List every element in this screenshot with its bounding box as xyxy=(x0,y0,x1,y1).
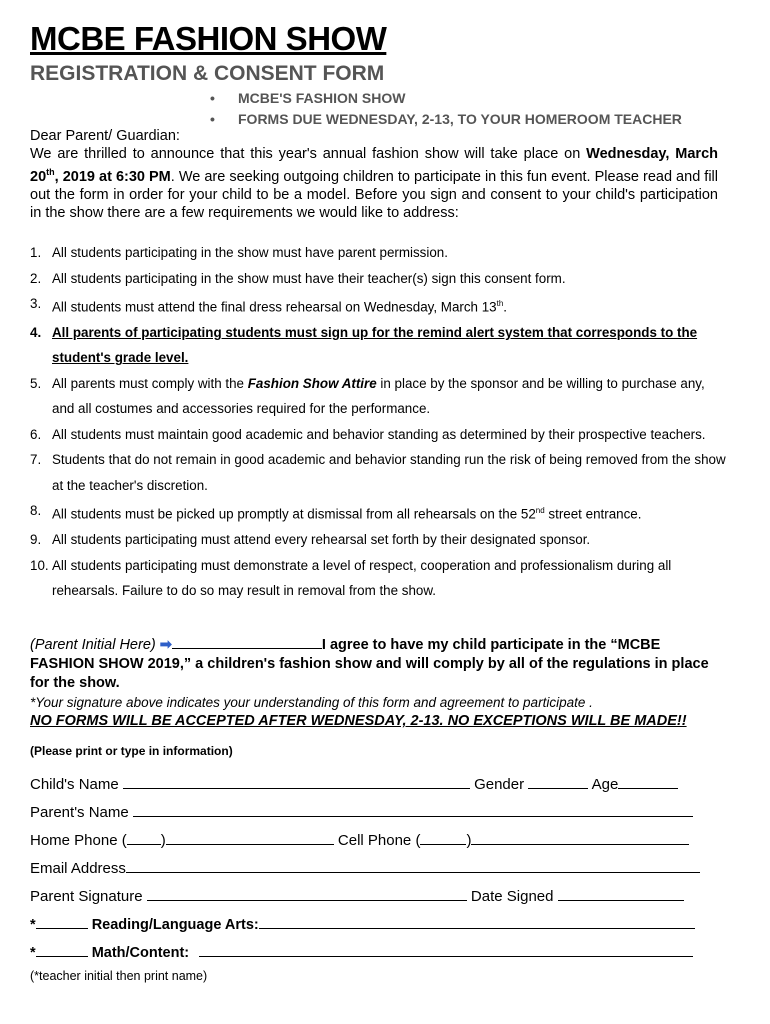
math-label: Math/Content: xyxy=(91,945,190,961)
requirement-item: 4. All parents of participating students must sign up for the remind alert system that corresponds to the student's grade level. xyxy=(30,324,698,366)
teacher-footnote: (*teacher initial then print name) xyxy=(30,969,208,983)
parent-initial-field[interactable] xyxy=(172,636,322,649)
parent-name-field[interactable] xyxy=(133,804,693,817)
requirements-list xyxy=(30,240,730,604)
row-reading-teacher xyxy=(30,916,695,933)
paren-close: ) xyxy=(466,832,472,849)
bullet-glyph: • xyxy=(210,90,215,106)
row-phone xyxy=(30,832,689,849)
paren-close: ) xyxy=(160,832,166,849)
requirement-item: 1. All students participating in the show must have parent permission. xyxy=(30,245,448,260)
form-instruction: (Please print or type in information) xyxy=(30,744,233,758)
bullet-text: FORMS DUE WEDNESDAY, 2-13, TO YOUR HOMEROOM TEACHER xyxy=(238,111,682,127)
row-parent xyxy=(30,804,693,821)
gender-label: Gender xyxy=(474,776,525,793)
math-initial-field[interactable] xyxy=(36,944,88,957)
bullet-text: MCBE'S FASHION SHOW xyxy=(238,90,406,106)
requirement-item: 6. All students must maintain good academic and behavior standing as determined by their prospective teachers. xyxy=(30,426,706,442)
asterisk: * xyxy=(30,917,36,933)
age-field[interactable] xyxy=(618,776,678,789)
bullet-item xyxy=(210,111,682,127)
date-signed-label: Date Signed xyxy=(470,888,554,905)
arrow-right-icon: ➡ xyxy=(159,637,172,653)
cell-phone-field[interactable] xyxy=(471,832,689,845)
requirement-item: 5. All parents must comply with the Fashion Show Attire in place by the sponsor and be willing to purchase any, and all costumes and accessories required for the performance. xyxy=(30,375,705,417)
reading-initial-field[interactable] xyxy=(36,916,88,929)
reading-teacher-field[interactable] xyxy=(259,916,695,929)
row-email xyxy=(30,860,700,877)
form-title: MCBE FASHION SHOW xyxy=(30,20,387,57)
requirement-item: 10. All students participating must demonstrate a level of respect, cooperation and professionalism during all rehearsals. Failure to do so may result in removal from the show. xyxy=(30,557,672,599)
requirement-item: 9. All students participating must attend every rehearsal set forth by their designated sponsor. xyxy=(30,532,591,548)
requirement-item: 8. All students must be picked up promptly at dismissal from all rehearsals on the 52nd street entrance. xyxy=(30,503,642,522)
parent-name-label: Parent's Name xyxy=(30,804,129,821)
bullet-glyph: • xyxy=(210,111,215,127)
reading-label: Reading/Language Arts: xyxy=(91,917,259,933)
cell-phone-label: Cell Phone ( xyxy=(337,832,421,849)
requirement-item: 3. All students must attend the final dress rehearsal on Wednesday, March 13th. xyxy=(30,296,508,315)
asterisk: * xyxy=(30,945,36,961)
parent-initial-label: (Parent Initial Here) xyxy=(30,637,156,653)
requirement-item: 7. Students that do not remain in good academic and behavior standing run the risk of being removed from the show at the teacher's discretion. xyxy=(30,452,726,493)
consent-statement xyxy=(30,636,720,693)
age-label: Age xyxy=(591,776,619,793)
gender-field[interactable] xyxy=(528,776,588,789)
requirement-item: 2. All students participating in the show must have their teacher(s) sign this consent form. xyxy=(30,270,566,286)
form-subtitle: REGISTRATION & CONSENT FORM xyxy=(30,62,385,85)
intro-letter xyxy=(30,127,718,222)
parent-signature-field[interactable] xyxy=(147,888,467,901)
agreement-text: I agree to have my child participate in the “MCBE FASHION SHOW 2019,” a children's fashion show and will comply by all of the regulations in place for the show. xyxy=(30,637,709,691)
home-phone-label: Home Phone ( xyxy=(30,832,127,849)
deadline-warning: NO FORMS WILL BE ACCEPTED AFTER WEDNESDAY, 2-13. NO EXCEPTIONS WILL BE MADE!! xyxy=(30,713,687,729)
email-field[interactable] xyxy=(126,860,700,873)
home-phone-field[interactable] xyxy=(166,832,334,845)
row-child xyxy=(30,776,678,793)
email-label: Email Address xyxy=(30,860,126,877)
parent-signature-label: Parent Signature xyxy=(30,888,143,905)
consent-block xyxy=(30,636,720,731)
intro-paragraph: We are thrilled to announce that this year's annual fashion show will take place on Wednesday, March 20th, 2019 at 6:30 PM. We are seeking outgoing children to participate in this fun event. Please read and fill out the form in order for your child to be a model. Before you sign and consent to your child's participation in the show there are a few requirements we would like to address: xyxy=(30,146,718,221)
cell-area-code-field[interactable] xyxy=(420,832,466,845)
math-teacher-field[interactable] xyxy=(199,944,693,957)
child-name-field[interactable] xyxy=(123,776,470,789)
row-signature xyxy=(30,888,684,905)
signature-note: *Your signature above indicates your understanding of this form and agreement to participate . xyxy=(30,695,593,710)
bullet-item xyxy=(210,90,405,106)
row-math-teacher xyxy=(30,944,693,961)
child-name-label: Child's Name xyxy=(30,776,119,793)
greeting: Dear Parent/ Guardian: xyxy=(30,128,180,144)
home-area-code-field[interactable] xyxy=(127,832,161,845)
date-signed-field[interactable] xyxy=(558,888,684,901)
